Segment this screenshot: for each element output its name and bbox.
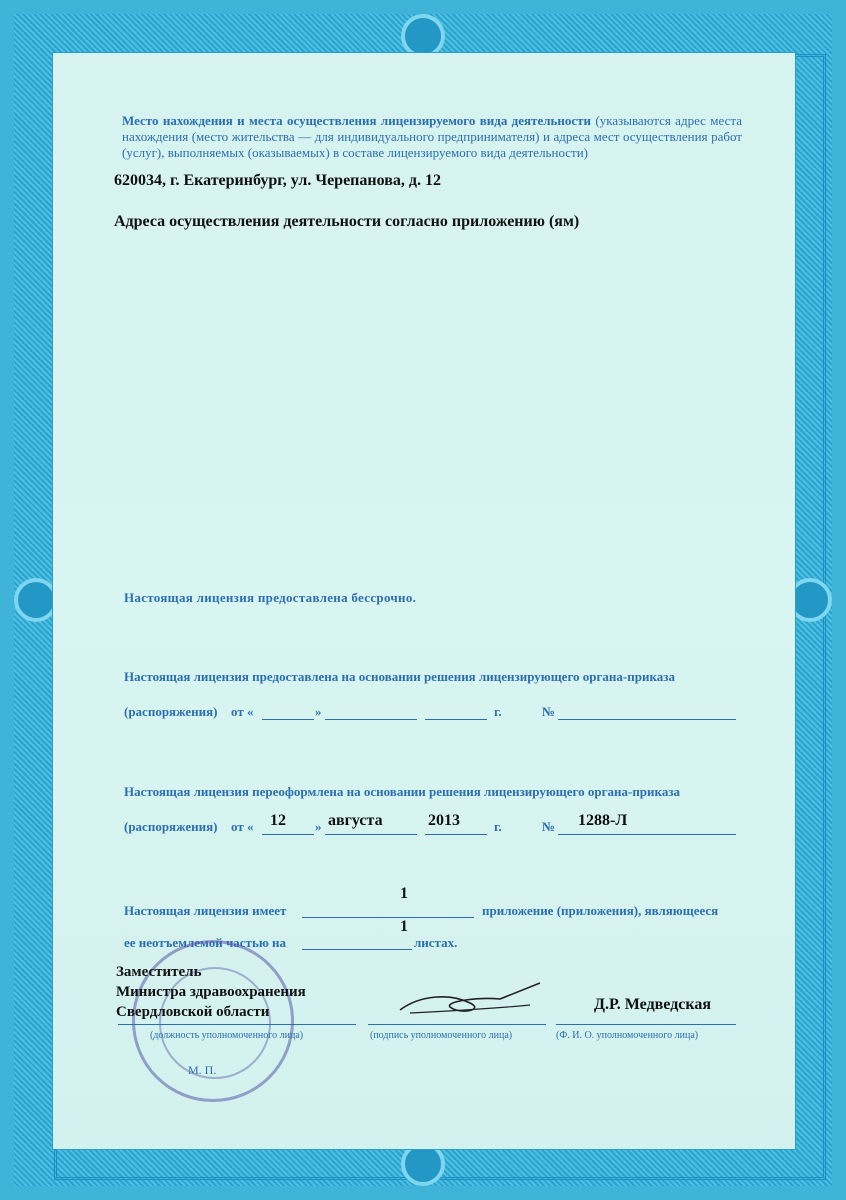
granted-number-sign: № (542, 704, 556, 719)
reissued-month-line (325, 834, 417, 835)
granted-close-quote: » (315, 704, 322, 719)
reissued-month: августа (328, 812, 383, 829)
appendix-count-line (302, 917, 474, 918)
stamp-mark: М. П. (188, 1063, 217, 1077)
reissued-number-sign: № (542, 819, 556, 834)
reissued-number: 1288-Л (578, 812, 628, 829)
signature-icon (390, 975, 550, 1025)
appendix-sheets: 1 (400, 918, 408, 935)
reissued-from: от « (231, 819, 254, 834)
appendix-sheets-line (302, 949, 412, 950)
granted-from: от « (231, 704, 254, 719)
appendix-text-before: Настоящая лицензия имеет (124, 903, 287, 918)
granted-number-line (558, 719, 736, 720)
reissued-day-line (262, 834, 314, 835)
signatory-name: Д.Р. Медведская (594, 996, 712, 1013)
reissued-year: 2013 (428, 812, 460, 829)
granted-order-label: (распоряжения) (124, 704, 218, 719)
signature-caption: (подпись уполномоченного лица) (370, 1030, 513, 1041)
signatory-line2: Министра здравоохранения (116, 984, 306, 1000)
position-line (118, 1024, 356, 1025)
reissued-year-line (425, 834, 487, 835)
signatory-position (116, 962, 306, 1022)
addresses-note: Адреса осуществления деятельности согласно приложению (ям) (114, 213, 580, 230)
appendix-count: 1 (400, 885, 408, 902)
appendix-line2-after: листах. (414, 935, 458, 950)
signatory-line3: Свердловской области (116, 1004, 270, 1020)
appendix-line2-before: ее неотъемлемой частью на (124, 935, 286, 950)
granted-year-suffix: г. (494, 704, 502, 719)
reissued-order-label: (распоряжения) (124, 819, 218, 834)
header-text (122, 113, 742, 161)
position-caption: (должность уполномоченного лица) (150, 1030, 304, 1041)
fio-line (556, 1024, 736, 1025)
header-note: (указываются адрес места нахождения (место жительства — для индивидуального предпринимателя) и адреса мест осуществления работ (услуг), выполняемых (оказываемых) в составе лицензируемого вида деятельности) (122, 113, 742, 160)
granted-year-line (425, 719, 487, 720)
granted-day-line (262, 719, 314, 720)
reissued-close-quote: » (315, 819, 322, 834)
header-title: Место нахождения и места осуществления лицензируемого вида деятельности (122, 113, 592, 128)
appendix-text-after: приложение (приложения), являющееся (482, 903, 719, 918)
granted-text: Настоящая лицензия предоставлена на основании решения лицензирующего органа-приказа (124, 669, 675, 684)
reissued-year-suffix: г. (494, 819, 502, 834)
granted-month-line (325, 719, 417, 720)
signature-line (368, 1024, 546, 1025)
reissued-day: 12 (270, 812, 286, 829)
signatory-line1: Заместитель (116, 964, 202, 980)
fio-caption: (Ф. И. О. уполномоченного лица) (556, 1030, 699, 1041)
address: 620034, г. Екатеринбург, ул. Черепанова, д. 12 (114, 172, 441, 189)
term-text: Настоящая лицензия предоставлена бессрочно. (124, 590, 417, 605)
reissued-number-line (558, 834, 736, 835)
reissued-text: Настоящая лицензия переоформлена на основании решения лицензирующего органа-приказа (124, 784, 681, 799)
